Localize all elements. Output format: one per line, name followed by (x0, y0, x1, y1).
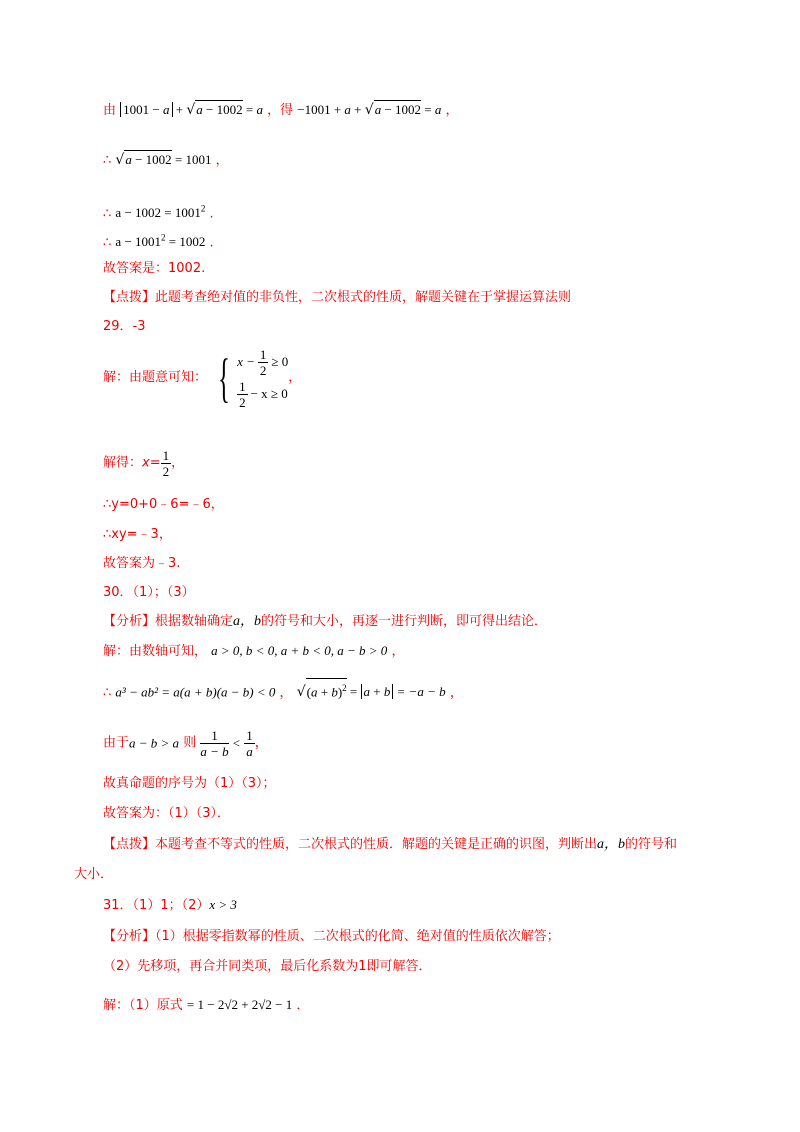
q30-line2: ∴ a³ − ab² = a(a + b)(a − b) < 0 ， $√(a + b)^2 = a + b = -a - b$ ， (103, 678, 463, 702)
math-original-expression: = 1 − 2√2 + 2√2 − 1 (186, 997, 293, 1012)
math-square: $a - 1002 = 1001^2$ (115, 204, 206, 221)
q29-heading: 29．-3 (103, 319, 146, 334)
q29-y: ∴y=0+0﹣6=﹣6， (103, 497, 224, 512)
line-sqrt-1001 (103, 150, 229, 170)
line-abs-equation (103, 100, 459, 120)
q30-true-propositions: 故真命题的序号为（1）（3）； (103, 776, 276, 791)
text-you: 由 (103, 103, 117, 118)
q31-solution: 解：（1）原式 = 1 − 2√2 + 2√2 − 1 ． (103, 997, 310, 1013)
q31-analysis-1: 【分析】（1）根据零指数幂的性质、二次根式的化简、绝对值的性质依次解答； (103, 929, 560, 944)
fraction-one-half: $\frac{1}{2}$ (162, 448, 170, 479)
q30-tip-cont: 大小． (74, 867, 114, 882)
fraction-one-over-a: $\frac{1}{a}$ (246, 728, 253, 759)
therefore-symbol: ∴ (103, 153, 112, 168)
math-sqrt-equation: √a − 1002 = 1001 (115, 152, 212, 168)
text-de: ，得 (267, 103, 294, 118)
tip-28: 【点拨】此题考查绝对值的非负性，二次根式的性质，解题关键在于掌握运算法则 (103, 290, 572, 305)
inequality-system: x − $\frac{1}{2}$ ≥ 0 $\frac{1}{2}$ − x ≥ 0 (237, 346, 289, 410)
punct: ， (215, 153, 229, 168)
q29-solution-intro: 解：由题意可知： (103, 370, 208, 385)
punct: ， (445, 103, 459, 118)
fraction-one-over-a-minus-b: $\frac{1}{a - b}$ (200, 728, 229, 759)
math-sqrt-abs: $√(a + b)^2 = a + b = -a - b$ (297, 684, 446, 699)
line-result (103, 229, 214, 252)
q29-xy: ∴xy=﹣3， (103, 527, 172, 542)
therefore-symbol: ∴ (103, 685, 112, 701)
q31-heading: 31．（1）1；（2）x > 3 (103, 897, 237, 913)
punct: . (209, 235, 214, 251)
q30-tip: 【点拨】本题考查不等式的性质，二次根式的性质．解题的关键是正确的识图，判断出a，b的符号和 (103, 837, 678, 852)
therefore-symbol: ∴ (103, 206, 112, 222)
line-square (103, 200, 214, 223)
math-simplified-expression: −1001 + a + √a − 1002 = a (297, 102, 442, 118)
punct: . (209, 206, 214, 222)
punct: ， (288, 370, 302, 385)
q30-line3: 由于a − b > a 则 $\frac{1}{a - b}$ < $\frac{1}{a}$， (103, 728, 268, 759)
therefore-symbol: ∴ (103, 235, 112, 251)
math-factorization: a³ − ab² = a(a + b)(a − b) < 0 (115, 684, 276, 700)
math-abs-expression: 1001 − a + √a − 1002 = a (120, 102, 263, 117)
math-result: $a - 1001^2 = 1002$ (115, 233, 206, 250)
q31-analysis-2: （2）先移项，再合并同类项，最后化系数为1即可解答． (103, 959, 432, 974)
answer-28: 故答案是：1002. (103, 261, 206, 276)
left-brace-icon: { (218, 348, 230, 408)
q29-answer: 故答案为﹣3. (103, 556, 181, 571)
q30-solution: 解：由数轴可知， a > 0, b < 0, a + b < 0, a − b > 0 ， (103, 643, 405, 659)
q30-analysis: 【分析】根据数轴确定a，b的符号和大小，再逐一进行判断，即可得出结论． (103, 614, 548, 629)
q30-answer: 故答案为：（1）（3）． (103, 806, 231, 821)
q30-heading: 30．（1）；（3） (103, 585, 195, 600)
q29-solve-x: 解得：x= $\frac{1}{2}$ ， (103, 448, 185, 479)
q29-system-line (103, 346, 301, 410)
math-sign-conditions: a > 0, b < 0, a + b < 0, a − b > 0 (211, 643, 388, 658)
